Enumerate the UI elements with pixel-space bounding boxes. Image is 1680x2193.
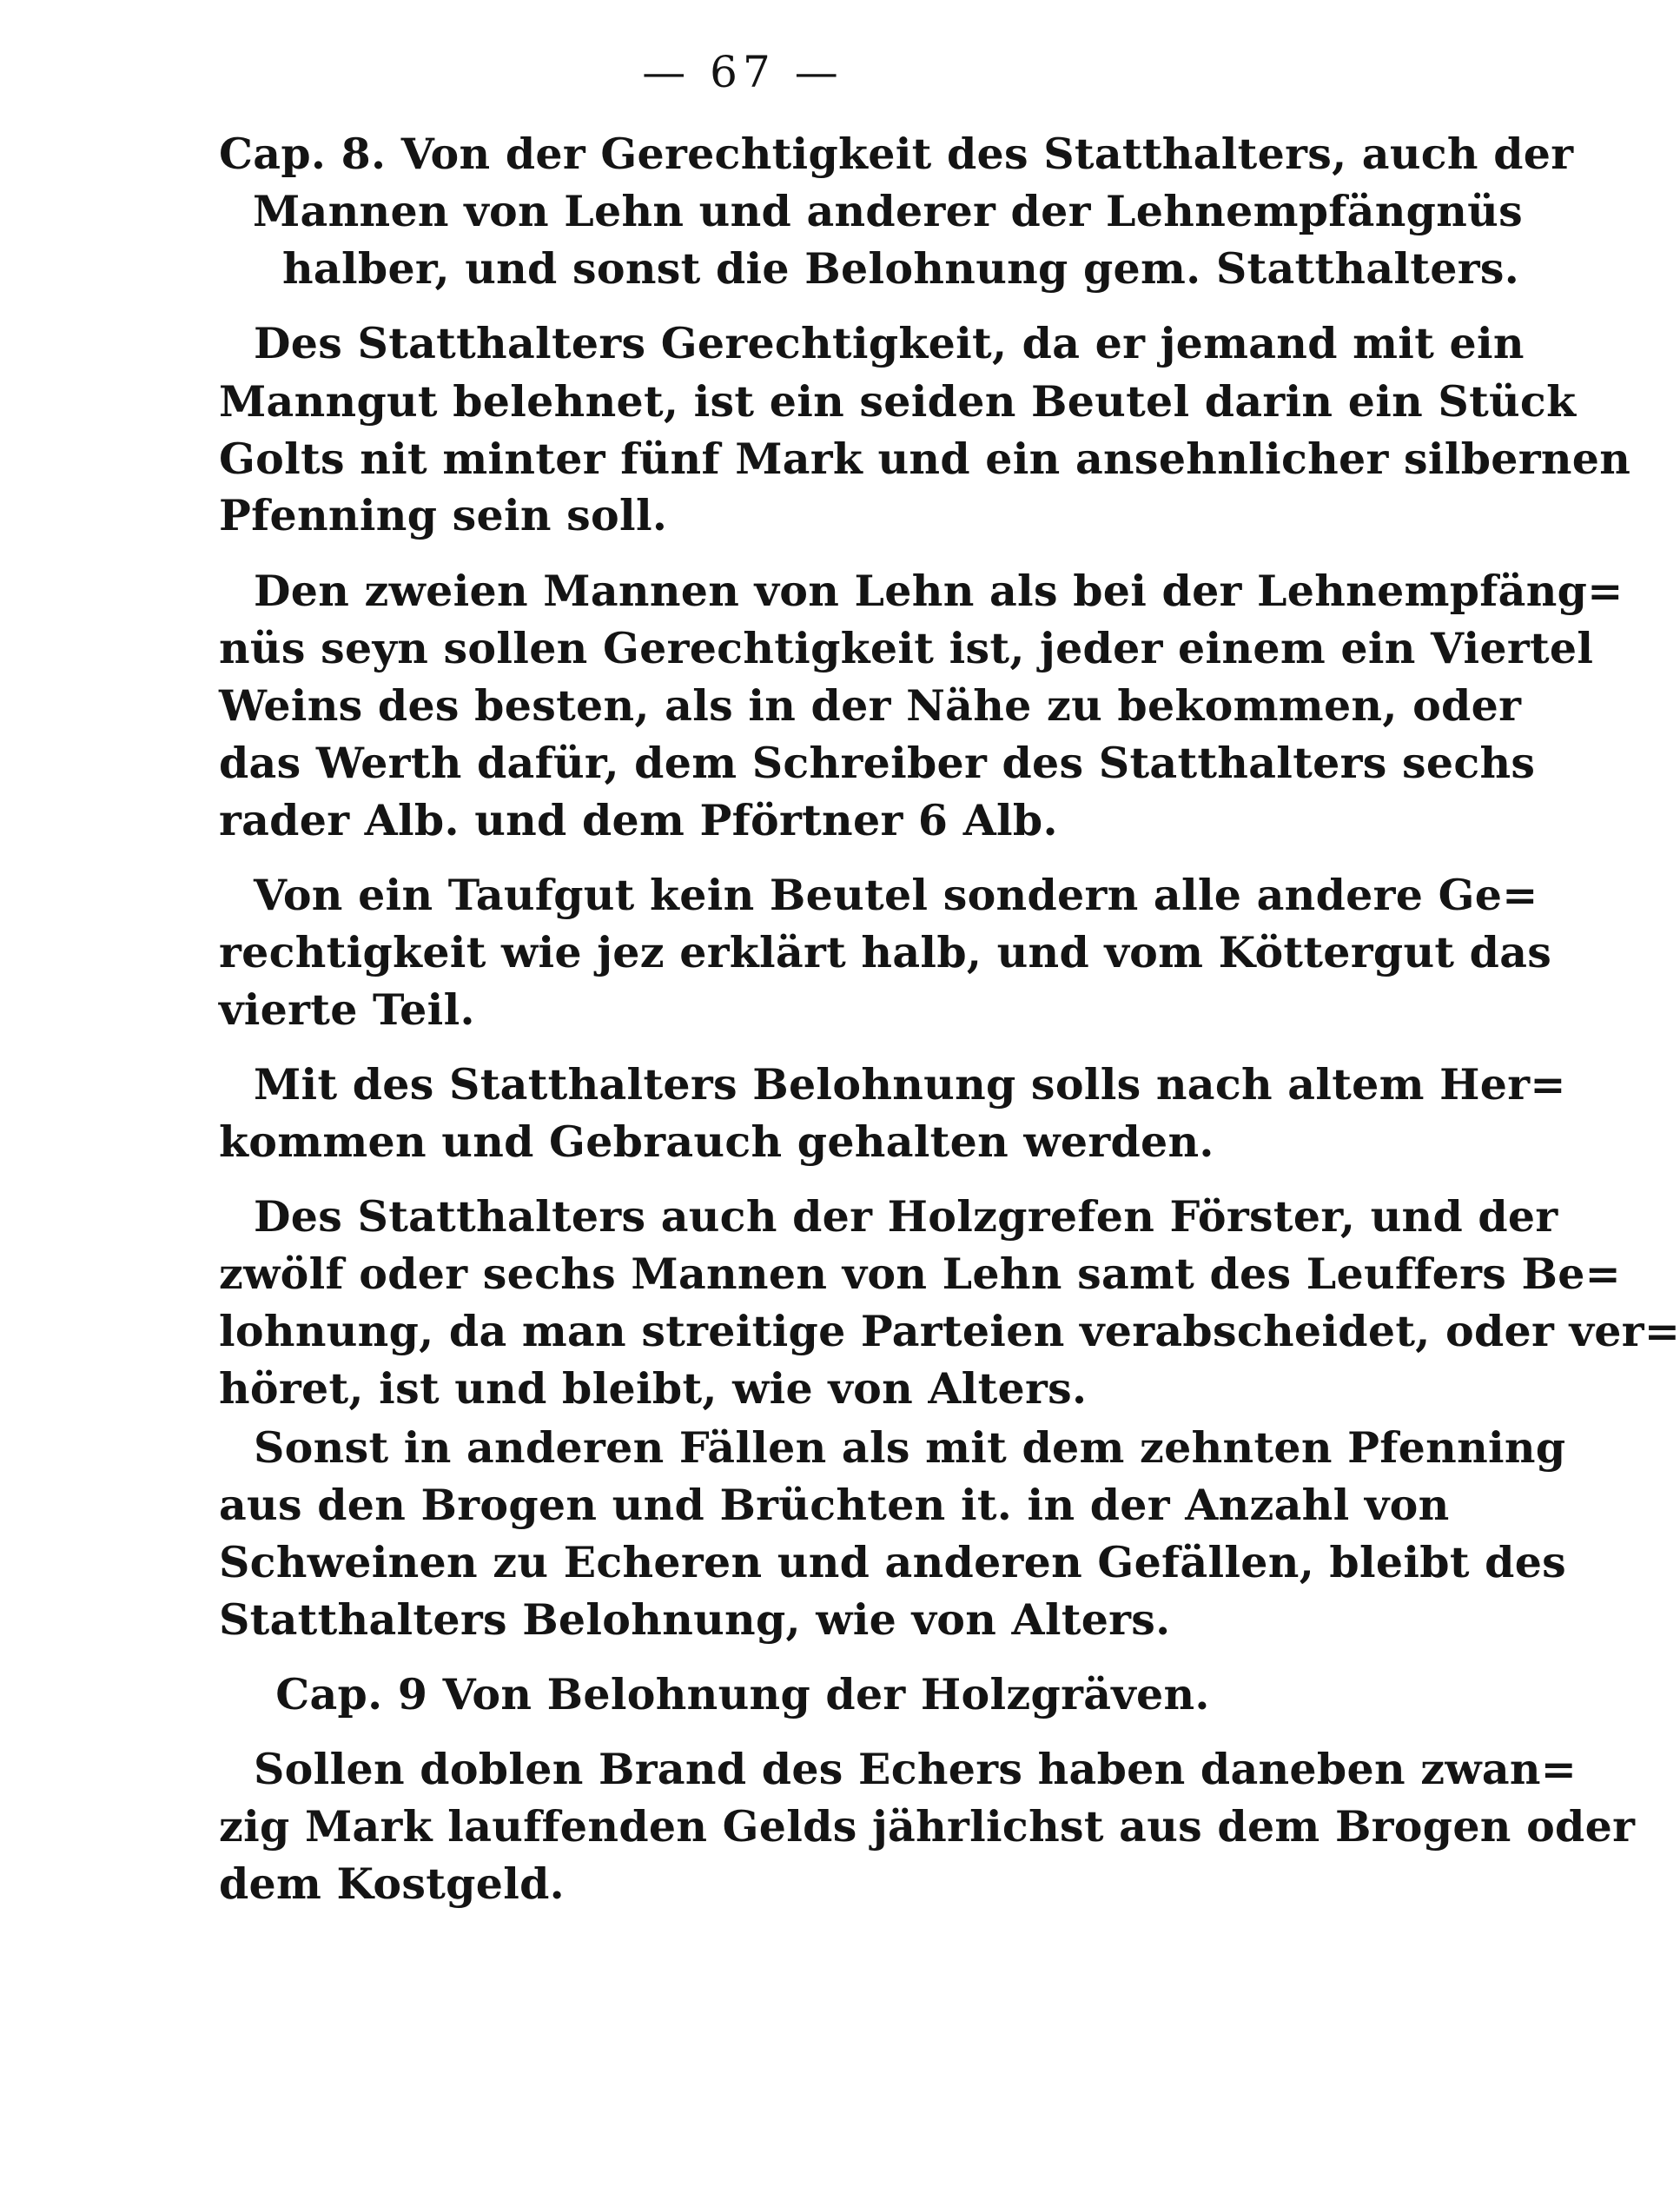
text-line: Von ein Taufgut kein Beutel sondern alle andere Ge= [254,870,1538,920]
page-number: — 67 — [642,47,843,97]
heading-line: Mannen von Lehn und anderer der Lehnempfängnüs [253,186,1523,236]
text-line: Weins des besten, als in der Nähe zu bekommen, oder [219,680,1522,731]
text-line: Mit des Statthalters Belohnung solls nach altem Her= [254,1059,1566,1110]
text-line: rader Alb. und dem Pförtner 6 Alb. [219,795,1058,845]
text-line: Manngut belehnet, ist ein seiden Beutel darin ein Stück [219,376,1577,427]
text-line: kommen und Gebrauch gehalten werden. [219,1116,1214,1167]
chapter-9-heading: Cap. 9 Von Belohnung der Holzgräven. [275,1669,1210,1719]
text-line: Den zweien Mannen von Lehn als bei der Lehnempfäng= [254,566,1624,616]
text-line: Schweinen zu Echeren und anderen Gefällen, bleibt des [219,1537,1567,1587]
text-line: Statthalters Belohnung, wie von Alters. [219,1594,1171,1645]
text-line: das Werth dafür, dem Schreiber des Statthalters sechs [219,738,1536,788]
text-line: lohnung, da man streitige Parteien verabscheidet, oder ver= [219,1306,1680,1356]
heading-line: halber, und sonst die Belohnung gem. Statthalters. [282,243,1520,294]
text-line: zwölf oder sechs Mannen von Lehn samt des Leuffers Be= [219,1249,1622,1299]
text-line: höret, ist und bleibt, wie von Alters. [219,1363,1088,1414]
heading-line: Cap. 8. Von der Gerechtigkeit des Statthalters, auch der [219,129,1574,179]
text-line: Des Statthalters auch der Holzgrefen Förster, und der [254,1191,1558,1242]
text-line: rechtigkeit wie jez erklärt halb, und vom Köttergut das [219,927,1552,977]
text-line: Pfenning sein soll. [219,490,668,540]
text-line: Sollen doblen Brand des Echers haben daneben zwan= [254,1744,1577,1794]
text-line: nüs seyn sollen Gerechtigkeit ist, jeder einem ein Viertel [219,623,1594,673]
text-line: dem Kostgeld. [219,1858,566,1909]
text-line: Golts nit minter fünf Mark und ein ansehnlicher silbernen [219,434,1631,484]
text-line: Sonst in anderen Fällen als mit dem zehnten Pfenning [254,1422,1566,1473]
text-line: aus den Brogen und Brüchten it. in der Anzahl von [219,1480,1450,1530]
text-line: Des Statthalters Gerechtigkeit, da er jemand mit ein [254,318,1525,368]
text-line: zig Mark lauffenden Gelds jährlichst aus dem Brogen oder [219,1801,1636,1852]
text-line: vierte Teil. [219,984,475,1035]
